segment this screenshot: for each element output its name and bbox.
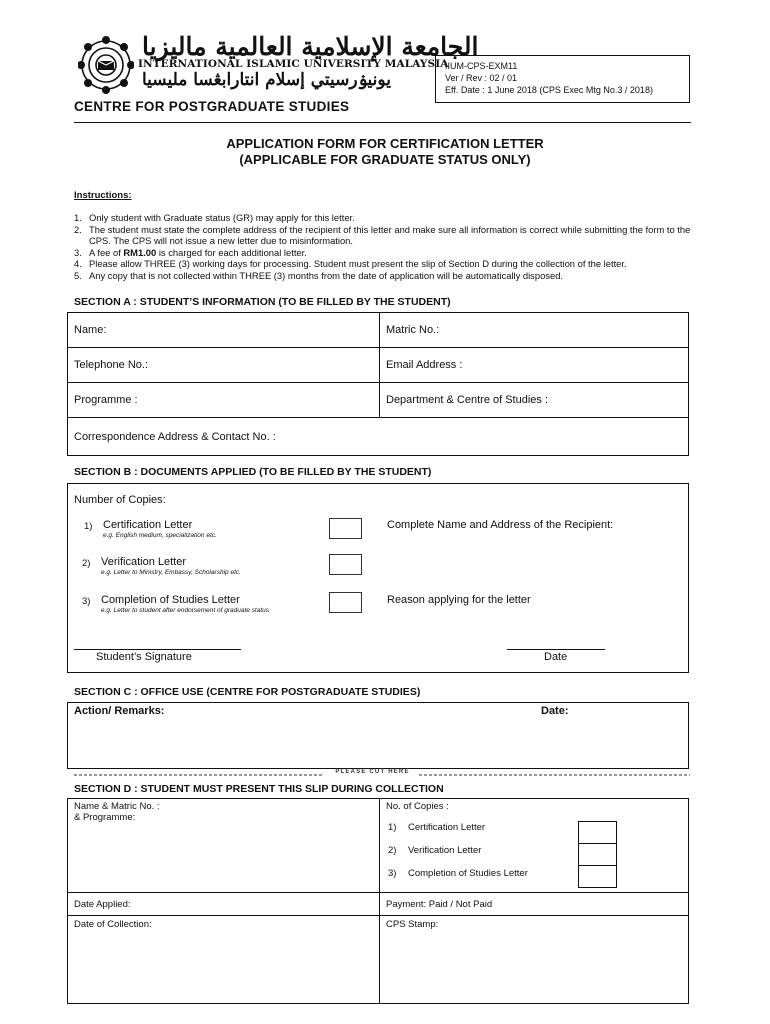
- section-c-box[interactable]: [67, 702, 689, 769]
- department-label: Department & Centre of Studies :: [386, 394, 549, 406]
- action-remarks-label: Action/ Remarks:: [74, 705, 165, 717]
- name-matric-field[interactable]: [68, 799, 380, 893]
- cps-stamp-label: CPS Stamp:: [386, 919, 439, 930]
- email-field[interactable]: [380, 348, 689, 383]
- instruction-number: 3.: [74, 246, 82, 258]
- telephone-label: Telephone No.:: [74, 359, 148, 371]
- instruction-text: A fee of: [89, 246, 124, 258]
- university-name: INTERNATIONAL ISLAMIC UNIVERSITY MALAYSIA: [138, 58, 449, 70]
- centre-name: CENTRE FOR POSTGRADUATE STUDIES: [74, 99, 350, 114]
- payment-label: Payment: Paid / Not Paid: [386, 898, 493, 910]
- iium-logo: [78, 36, 134, 94]
- date-line[interactable]: [507, 649, 605, 650]
- instruction-number: 1.: [74, 212, 82, 223]
- instructions-list: [74, 212, 714, 281]
- date-collection-field[interactable]: [68, 916, 380, 1004]
- instruction-item: [74, 212, 714, 224]
- jawi-university-name: يونيۏرسيتي إسلام انتارابڠسا مليسيا: [142, 70, 391, 90]
- form-title-line2: (APPLICABLE FOR GRADUATE STATUS ONLY): [239, 152, 531, 167]
- address-field[interactable]: [68, 418, 689, 456]
- completion-letter-label: Completion of Studies Letter: [101, 594, 240, 606]
- certification-letter-note: e.g. English medium, specialization etc.: [103, 532, 217, 539]
- doc-code: IIUM-CPS-EXM11: [445, 61, 518, 71]
- verification-copies-input[interactable]: [329, 554, 362, 575]
- section-d-table: [67, 798, 689, 1004]
- copies-label: Number of Copies:: [74, 494, 166, 506]
- header-divider: [74, 122, 691, 123]
- completion-copies-input[interactable]: [329, 592, 362, 613]
- document-control-box: [435, 55, 690, 103]
- doc-effective-date: Eff. Date : 1 June 2018 (CPS Exec Mtg No.3 / 2018): [445, 85, 653, 95]
- date-label: Date: [544, 651, 568, 663]
- arabic-university-name: الجامعة الإسلامية العالمية ماليزيا: [142, 32, 479, 61]
- instructions-heading: Instructions:: [74, 190, 132, 201]
- address-label: Correspondence Address & Contact No. :: [74, 430, 276, 443]
- section-d-heading: SECTION D : STUDENT MUST PRESENT THIS SLIP DURING COLLECTION: [74, 783, 444, 795]
- form-title: [0, 136, 770, 168]
- d-item-number: 2): [388, 845, 397, 856]
- office-date-label: Date:: [541, 705, 569, 717]
- payment-field[interactable]: [380, 893, 689, 916]
- section-b-box: [67, 483, 689, 673]
- instruction-item: [74, 270, 714, 282]
- recipient-label: Complete Name and Address of the Recipient:: [387, 519, 614, 531]
- d-verification-copies-box[interactable]: [578, 843, 617, 866]
- form-title-line1: APPLICATION FORM FOR CERTIFICATION LETTER: [226, 136, 544, 151]
- certification-letter-label: Certification Letter: [103, 519, 193, 531]
- section-b-heading: SECTION B : DOCUMENTS APPLIED (TO BE FILLED BY THE STUDENT): [74, 466, 432, 478]
- instruction-text: Please allow THREE (3) working days for processing. Student must present the slip of Section D during the collection of the letter.: [89, 258, 627, 269]
- instruction-item: [74, 258, 714, 270]
- programme-label-d: & Programme:: [74, 812, 136, 823]
- matric-field[interactable]: [380, 313, 689, 348]
- verification-letter-note: e.g. Letter to Ministry, Embassy, Scholarship etc.: [101, 569, 241, 576]
- department-field[interactable]: [380, 383, 689, 418]
- instruction-text: is charged for each additional letter.: [156, 246, 307, 258]
- item-number: 2): [82, 558, 91, 569]
- section-c-heading: SECTION C : OFFICE USE (CENTRE FOR POSTGRADUATE STUDIES): [74, 686, 421, 698]
- email-label: Email Address :: [386, 359, 463, 371]
- instruction-item: [74, 247, 714, 259]
- date-applied-field[interactable]: [68, 893, 380, 916]
- verification-letter-label: Verification Letter: [101, 556, 186, 568]
- instruction-item: [74, 224, 714, 247]
- item-number: 3): [82, 596, 91, 607]
- instruction-number: 2.: [74, 223, 82, 235]
- certification-copies-input[interactable]: [329, 518, 362, 539]
- fee-amount: RM1.00: [123, 246, 157, 258]
- d-certification-copies-box[interactable]: [578, 821, 617, 844]
- signature-label: Student’s Signature: [96, 651, 192, 663]
- matric-label: Matric No.:: [386, 324, 440, 336]
- name-matric-label: Name & Matric No. :: [74, 801, 160, 812]
- copies-label-d: No. of Copies :: [386, 801, 449, 812]
- signature-line[interactable]: [74, 649, 241, 650]
- reason-label: Reason applying for the letter: [387, 594, 531, 606]
- instruction-number: 4.: [74, 258, 82, 269]
- telephone-field[interactable]: [68, 348, 380, 383]
- date-collection-label: Date of Collection:: [74, 919, 152, 930]
- date-applied-label: Date Applied:: [74, 898, 131, 910]
- doc-version: Ver / Rev : 02 / 01: [445, 73, 518, 83]
- completion-letter-note: e.g. Letter to student after endorsement of graduate status: [101, 607, 270, 614]
- cps-stamp-field[interactable]: [380, 916, 689, 1004]
- d-certification-label: Certification Letter: [408, 822, 486, 833]
- instruction-text: The student must state the complete address of the recipient of this letter and make sure all information is correct while submitting the form to the CPS. The CPS will not issue a new letter due to misinformation.: [89, 223, 691, 246]
- section-a-table: [67, 312, 689, 456]
- instruction-text: Any copy that is not collected within THREE (3) months from the date of application will be automatically disposed.: [89, 269, 564, 281]
- d-item-number: 1): [388, 822, 397, 833]
- cut-here-label: PLEASE CUT HERE: [335, 769, 410, 775]
- programme-label: Programme :: [74, 394, 138, 406]
- copies-cell: [380, 799, 689, 893]
- d-completion-copies-box[interactable]: [578, 865, 617, 888]
- section-a-heading: SECTION A : STUDENT’S INFORMATION (TO BE FILLED BY THE STUDENT): [74, 296, 451, 308]
- name-label: Name:: [74, 324, 107, 336]
- name-field[interactable]: [68, 313, 380, 348]
- instruction-number: 5.: [74, 269, 82, 281]
- d-item-number: 3): [388, 868, 397, 879]
- d-completion-label: Completion of Studies Letter: [408, 868, 528, 879]
- d-verification-label: Verification Letter: [408, 845, 482, 856]
- instruction-text: Only student with Graduate status (GR) may apply for this letter.: [89, 212, 355, 223]
- programme-field[interactable]: [68, 383, 380, 418]
- item-number: 1): [84, 521, 93, 532]
